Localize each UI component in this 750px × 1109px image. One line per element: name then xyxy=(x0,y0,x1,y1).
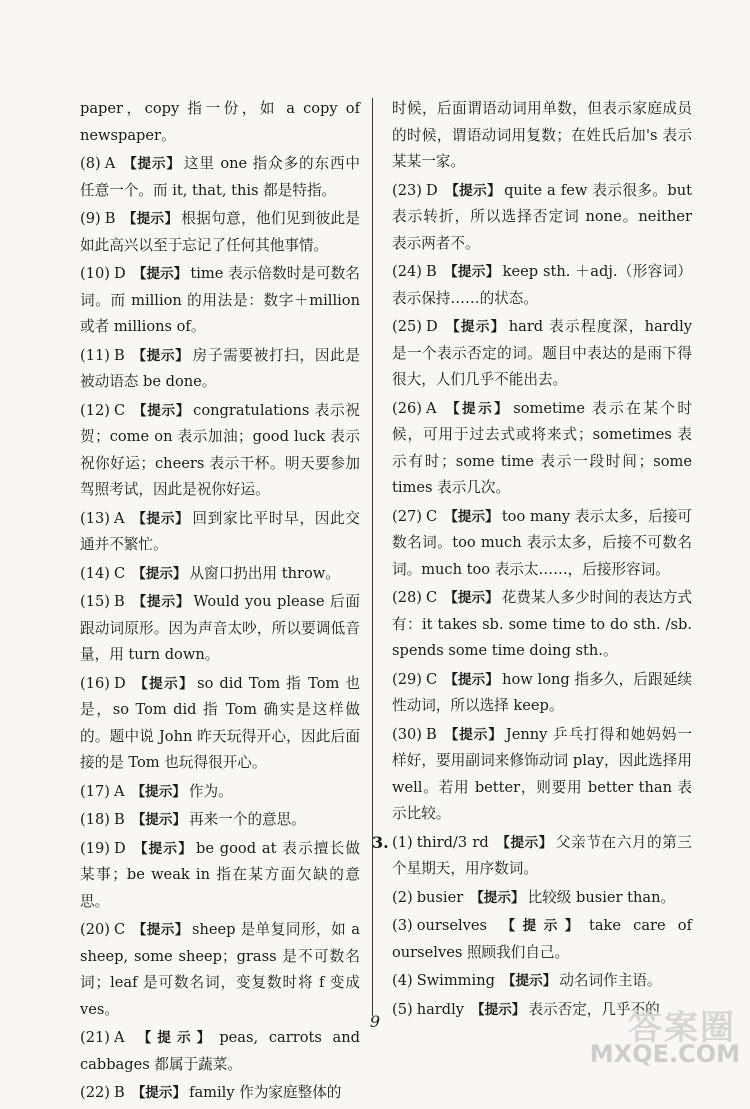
tip-label: 【提示】 xyxy=(444,182,502,199)
explanation-text: be good at 表示擅长做某事；be weak in 指在某方面欠缺的意思。 xyxy=(80,839,361,910)
question-number: (5) xyxy=(392,1000,413,1018)
answer-choice: D xyxy=(113,839,126,857)
tip-label: 【提示】 xyxy=(131,594,191,610)
explanation-text: Would you please 后面跟动词原形。因为声音太吵，所以要调低音量，用 turn down。 xyxy=(80,593,360,663)
explanation-text: take care of ourselves 照顾我们自己。 xyxy=(392,917,692,961)
answer-entry xyxy=(80,671,360,777)
right-column xyxy=(372,96,693,1025)
answer-entry xyxy=(392,504,692,584)
explanation-text: family 作为家庭整体的 xyxy=(189,1084,342,1101)
answer-choice: C xyxy=(425,589,438,606)
question-number: (27) xyxy=(392,507,422,525)
answer-entry xyxy=(392,667,692,720)
tip-label: 【提示】 xyxy=(132,402,191,419)
tip-label: 【提示】 xyxy=(501,973,557,989)
column-divider xyxy=(372,98,373,1016)
answer-entry xyxy=(392,722,692,828)
explanation-text: 父亲节在六月的第三个星期天，用序数词。 xyxy=(392,833,692,877)
explanation-text: paper，copy 指一份，如 a copy of newspaper。 xyxy=(80,100,360,144)
explanation-text: 再来一个的意思。 xyxy=(189,811,306,828)
explanation-text: hard 表示程度深，hardly 是一个表示否定的词。题目中表达的是雨下得很大，人们几乎不能出去。 xyxy=(392,318,693,388)
question-number: (15) xyxy=(80,593,110,610)
answer-choice: Swimming xyxy=(416,972,495,989)
answer-entry xyxy=(80,151,360,204)
watermark-url: MXQE.COM xyxy=(589,1040,740,1068)
explanation-text: 从窗口扔出用 throw。 xyxy=(189,564,340,582)
tip-label: 【提示】 xyxy=(443,726,503,743)
page-number: 9 xyxy=(369,1012,381,1031)
question-number: (28) xyxy=(392,589,422,606)
question-number: (24) xyxy=(392,263,422,280)
answer-choice: C xyxy=(425,507,438,525)
answer-choice: third/3 rd xyxy=(416,833,489,851)
answer-entry xyxy=(80,506,360,559)
answer-choice: hardly xyxy=(416,1000,465,1018)
answer-choice: C xyxy=(113,401,126,419)
tip-label: 【提示】 xyxy=(444,590,499,606)
answer-entry xyxy=(80,261,360,341)
answer-entry xyxy=(392,885,692,912)
answer-entry xyxy=(80,398,360,504)
answer-entry xyxy=(392,913,692,966)
tip-label: 【提示】 xyxy=(132,266,188,282)
answer-choice: A xyxy=(113,509,125,527)
tip-label: 【提示】 xyxy=(494,918,586,934)
left-column xyxy=(80,96,360,1109)
answer-entry xyxy=(80,836,360,916)
question-number: (10) xyxy=(80,265,110,282)
question-number: (18) xyxy=(80,811,110,828)
answer-entry xyxy=(80,96,360,149)
answer-entry xyxy=(392,830,692,883)
explanation-text: 根据句意，他们见到彼此是如此高兴以至于忘记了任何其他事情。 xyxy=(80,210,360,254)
tip-label: 【提示】 xyxy=(132,565,187,582)
question-number: (3) xyxy=(392,917,413,934)
tip-label: 【提示】 xyxy=(131,783,186,800)
answer-choice: B xyxy=(113,593,125,610)
answer-entry xyxy=(80,206,360,259)
watermark-logo xyxy=(589,1000,744,1072)
explanation-text: peas, carrots and cabbages 都属于蔬菜。 xyxy=(80,1029,360,1073)
explanation-text: keep sth. ＋adj.（形容词）表示保持……的状态。 xyxy=(392,263,692,307)
answer-choice: A xyxy=(425,399,437,417)
explanation-text: 这里 one 指众多的东西中任意一个。而 it, that, this 都是特指。 xyxy=(80,155,360,199)
answer-choice: B xyxy=(113,811,125,828)
section-3 xyxy=(372,830,692,1024)
answer-choice: D xyxy=(113,265,126,282)
answer-entry xyxy=(80,917,360,1023)
answer-entry xyxy=(392,968,692,995)
question-number: (11) xyxy=(80,346,110,364)
explanation-text: Jenny 乒乓打得和她妈妈一样好，要用副词来修饰动词 play，因此选择用 well。若用 better，则要用 better than 表示比较。 xyxy=(392,725,693,822)
question-number: (2) xyxy=(392,888,413,906)
answer-choice: A xyxy=(113,782,125,800)
section-number: 3. xyxy=(372,832,389,852)
answer-entry xyxy=(80,1025,360,1078)
answer-choice: C xyxy=(113,921,126,938)
answer-entry xyxy=(80,561,360,588)
question-number: (17) xyxy=(80,782,110,800)
question-number: (30) xyxy=(392,725,422,743)
explanation-text: 比较级 busier than。 xyxy=(527,888,676,906)
answer-entry xyxy=(392,96,692,176)
tip-label: 【提示】 xyxy=(443,400,511,417)
answer-choice: B xyxy=(425,263,437,280)
tip-label: 【提示】 xyxy=(131,812,187,828)
tip-label: 【提示】 xyxy=(131,347,190,364)
question-number: (29) xyxy=(392,670,422,688)
answer-entry xyxy=(80,779,360,806)
tip-label: 【提示】 xyxy=(470,889,525,906)
tip-label: 【提示】 xyxy=(131,1085,187,1101)
explanation-text: 时候，后面谓语动词用单数，但表示家庭成员的时候，谓语动词用复数；在姓氏后加's 表示某某一家。 xyxy=(392,100,692,170)
tip-label: 【提示】 xyxy=(131,1030,217,1046)
explanation-text: congratulations 表示祝贺；come on 表示加油；good luck 表示祝你好运；cheers 表示干杯。明天要参加驾照考试，因此是祝你好运。 xyxy=(80,401,360,498)
explanation-text: 作为。 xyxy=(188,782,233,800)
answer-choice: C xyxy=(425,670,438,688)
explanation-text: 表示否定，几乎不的 xyxy=(528,1000,660,1018)
question-number: (22) xyxy=(80,1084,110,1101)
explanation-text: 动名词作主语。 xyxy=(559,972,662,989)
tip-label: 【提示】 xyxy=(444,508,499,525)
tip-label: 【提示】 xyxy=(444,319,506,335)
answer-entry xyxy=(80,343,360,396)
explanation-text: sometime 表示在某个时候，可用于过去式或将来式；sometimes 表示有时；some time 表示一段时间；some times 表示几次。 xyxy=(392,399,692,496)
question-number: (1) xyxy=(392,833,413,851)
tip-label: 【提示】 xyxy=(132,675,195,692)
tip-label: 【提示】 xyxy=(122,156,181,172)
explanation-text: quite a few 表示很多。but 表示转折，所以选择否定词 none。neither 表示两者不。 xyxy=(392,181,692,252)
answer-choice: D xyxy=(425,181,438,199)
answer-choice: B xyxy=(104,210,116,227)
question-number: (12) xyxy=(80,401,110,419)
answer-entry xyxy=(392,314,692,394)
explanation-text: 回到家比平时早，因此交通并不繁忙。 xyxy=(80,509,360,553)
answer-entry xyxy=(392,396,692,502)
tip-label: 【提示】 xyxy=(132,840,193,857)
question-number: (25) xyxy=(392,318,422,335)
tip-label: 【提示】 xyxy=(444,671,500,688)
answer-choice: A xyxy=(104,155,116,172)
watermark-text: 答案圈 xyxy=(628,1008,736,1048)
answer-choice: ourselves xyxy=(416,917,488,934)
tip-label: 【提示】 xyxy=(443,264,500,280)
explanation-text: sheep 是单复同形，如 a sheep, some sheep；grass 是不可数名词；leaf 是可数名词，变复数时将 f 变成 ves。 xyxy=(80,921,361,1018)
answer-entry xyxy=(80,589,360,669)
answer-choice: B xyxy=(113,1084,125,1101)
answer-choice: B xyxy=(113,346,125,364)
tip-label: 【提示】 xyxy=(132,922,189,938)
answer-choice: B xyxy=(425,725,437,743)
question-number: (19) xyxy=(80,839,110,857)
answer-choice: busier xyxy=(416,888,464,906)
explanation-text: 房子需要被打扫，因此是被动语态 be done。 xyxy=(80,346,360,390)
answer-entry xyxy=(392,259,692,312)
answer-entry xyxy=(80,1080,360,1107)
question-number: (13) xyxy=(80,509,110,527)
question-number: (26) xyxy=(392,399,422,417)
tip-label: 【提示】 xyxy=(495,834,553,851)
question-number: (8) xyxy=(80,155,101,172)
explanation-text: time 表示倍数时是可数名词。而 million 的用法是：数字＋million 或者 millions of。 xyxy=(80,265,360,335)
answer-choice: D xyxy=(113,674,126,692)
question-number: (9) xyxy=(80,210,101,227)
tip-label: 【提示】 xyxy=(471,1001,526,1018)
answer-choice: A xyxy=(113,1029,125,1046)
question-number: (14) xyxy=(80,564,110,582)
explanation-text: so did Tom 指 Tom 也是，so Tom did 指 Tom 确实是这样做的。题中说 John 昨天玩得开心，因此后面接的是 Tom 也玩得很开心。 xyxy=(80,674,360,771)
explanation-text: too many 表示太多，后接可数名词。too much 表示太多，后接不可数名词。much too 表示太……，后接形容词。 xyxy=(392,507,692,578)
explanation-text: 花费某人多少时间的表达方式有：it takes sb. some time to do sth. /sb. spends some time doing sth.。 xyxy=(392,589,692,659)
tip-label: 【提示】 xyxy=(122,211,179,227)
answer-choice: C xyxy=(113,564,126,582)
answer-choice: D xyxy=(425,318,438,335)
answer-entry xyxy=(392,585,692,665)
question-number: (23) xyxy=(392,181,422,199)
question-number: (20) xyxy=(80,921,110,938)
explanation-text: how long 指多久，后跟延续性动词，所以选择 keep。 xyxy=(392,670,693,714)
question-number: (4) xyxy=(392,972,413,989)
tip-label: 【提示】 xyxy=(131,510,190,527)
question-number: (21) xyxy=(80,1029,110,1046)
question-number: (16) xyxy=(80,674,110,692)
answer-entry xyxy=(392,178,692,258)
answer-entry xyxy=(80,807,360,834)
